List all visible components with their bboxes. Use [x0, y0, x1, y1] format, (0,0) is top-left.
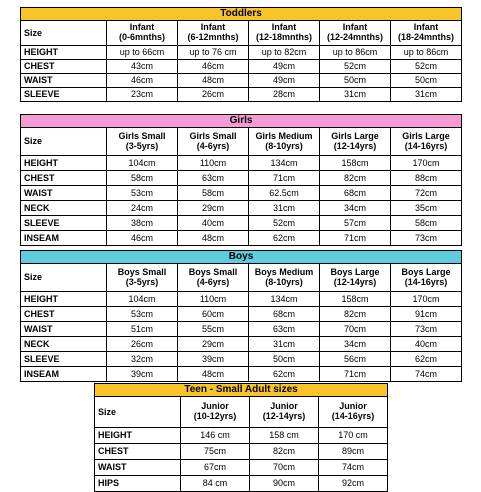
- table-row: [21, 156, 462, 171]
- measurement-value: 90cm: [250, 476, 319, 492]
- measurement-value: 50cm: [391, 74, 462, 88]
- size-column-header: Infant (18-24mnths): [391, 21, 462, 46]
- measurement-label: WAIST: [21, 74, 107, 88]
- measurement-value: up to 86cm: [391, 46, 462, 60]
- measurement-value: 63cm: [178, 171, 249, 186]
- measurement-value: 56cm: [320, 352, 391, 367]
- measurement-value: 70cm: [250, 460, 319, 476]
- measurement-value: 39cm: [107, 367, 178, 382]
- measurement-value: 31cm: [249, 337, 320, 352]
- measurement-value: 84 cm: [181, 476, 250, 492]
- measurement-value: 62cm: [391, 352, 462, 367]
- measurement-value: 88cm: [391, 171, 462, 186]
- size-column-header: Boys Medium (8-10yrs): [249, 264, 320, 292]
- measurement-label: HEIGHT: [21, 156, 107, 171]
- measurement-value: 71cm: [320, 231, 391, 246]
- measurement-value: 49cm: [249, 74, 320, 88]
- measurement-label: INSEAM: [21, 367, 107, 382]
- measurement-label: CHEST: [95, 444, 181, 460]
- measurement-value: 55cm: [178, 322, 249, 337]
- measurement-label: HIPS: [95, 476, 181, 492]
- girls-size-table: [20, 114, 462, 246]
- size-column-header: Girls Small (3-5yrs): [107, 128, 178, 156]
- measurement-value: 89cm: [319, 444, 388, 460]
- measurement-value: 31cm: [320, 88, 391, 102]
- measurement-value: 63cm: [249, 322, 320, 337]
- measurement-value: up to 66cm: [107, 46, 178, 60]
- measurement-label: SLEEVE: [21, 352, 107, 367]
- size-column-header: Girls Small (4-6yrs): [178, 128, 249, 156]
- measurement-value: 52cm: [249, 216, 320, 231]
- table-row: [21, 231, 462, 246]
- table-row: [21, 74, 462, 88]
- table-row: [95, 460, 388, 476]
- table-row: [95, 444, 388, 460]
- measurement-label: WAIST: [21, 186, 107, 201]
- size-column-header: Girls Medium (8-10yrs): [249, 128, 320, 156]
- measurement-value: 31cm: [391, 88, 462, 102]
- measurement-value: 39cm: [178, 352, 249, 367]
- measurement-value: 158cm: [320, 156, 391, 171]
- toddlers-table-title: Toddlers: [21, 8, 462, 21]
- measurement-value: 53cm: [107, 307, 178, 322]
- measurement-value: 62.5cm: [249, 186, 320, 201]
- measurement-value: 134cm: [249, 156, 320, 171]
- measurement-value: up to 76 cm: [178, 46, 249, 60]
- measurement-value: 52cm: [391, 60, 462, 74]
- measurement-value: 35cm: [391, 201, 462, 216]
- measurement-value: 32cm: [107, 352, 178, 367]
- size-column-header: Boys Large (14-16yrs): [391, 264, 462, 292]
- measurement-value: 51cm: [107, 322, 178, 337]
- measurement-label: WAIST: [95, 460, 181, 476]
- measurement-value: 23cm: [107, 88, 178, 102]
- measurement-value: 170cm: [391, 156, 462, 171]
- size-column-header: Infant (0-6mnths): [107, 21, 178, 46]
- size-column-header: Girls Large (14-16yrs): [391, 128, 462, 156]
- measurement-value: 34cm: [320, 201, 391, 216]
- size-column-label: Size: [21, 21, 107, 46]
- table-row: [21, 186, 462, 201]
- measurement-value: 134cm: [249, 292, 320, 307]
- measurement-value: up to 82cm: [249, 46, 320, 60]
- measurement-value: 71cm: [320, 367, 391, 382]
- measurement-value: 26cm: [178, 88, 249, 102]
- measurement-value: 58cm: [391, 216, 462, 231]
- table-row: [21, 201, 462, 216]
- measurement-value: 74cm: [391, 367, 462, 382]
- measurement-value: 60cm: [178, 307, 249, 322]
- measurement-value: 49cm: [249, 60, 320, 74]
- size-column-header: Junior (12-14yrs): [250, 397, 319, 428]
- table-row: [21, 337, 462, 352]
- measurement-value: 104cm: [107, 156, 178, 171]
- measurement-value: 67cm: [181, 460, 250, 476]
- measurement-label: NECK: [21, 201, 107, 216]
- measurement-value: 50cm: [249, 352, 320, 367]
- measurement-value: 58cm: [178, 186, 249, 201]
- measurement-value: 146 cm: [181, 428, 250, 444]
- measurement-value: 46cm: [107, 74, 178, 88]
- table-row: [21, 307, 462, 322]
- measurement-value: 70cm: [320, 322, 391, 337]
- measurement-value: 58cm: [107, 171, 178, 186]
- size-column-header: Infant (12-18mnths): [249, 21, 320, 46]
- measurement-value: 74cm: [319, 460, 388, 476]
- measurement-value: 24cm: [107, 201, 178, 216]
- measurement-value: 38cm: [107, 216, 178, 231]
- measurement-label: HEIGHT: [95, 428, 181, 444]
- measurement-value: 46cm: [107, 231, 178, 246]
- measurement-value: 40cm: [391, 337, 462, 352]
- measurement-value: 28cm: [249, 88, 320, 102]
- measurement-label: HEIGHT: [21, 46, 107, 60]
- measurement-value: 75cm: [181, 444, 250, 460]
- measurement-value: 62cm: [249, 231, 320, 246]
- measurement-value: 43cm: [107, 60, 178, 74]
- teen-table-title: Teen - Small Adult sizes: [95, 384, 388, 397]
- measurement-value: 48cm: [178, 367, 249, 382]
- size-column-header: Boys Small (4-6yrs): [178, 264, 249, 292]
- measurement-label: CHEST: [21, 307, 107, 322]
- measurement-value: 68cm: [320, 186, 391, 201]
- measurement-value: 91cm: [391, 307, 462, 322]
- measurement-label: CHEST: [21, 60, 107, 74]
- measurement-value: up to 86cm: [320, 46, 391, 60]
- measurement-label: CHEST: [21, 171, 107, 186]
- measurement-value: 52cm: [320, 60, 391, 74]
- size-column-header: Boys Large (12-14yrs): [320, 264, 391, 292]
- measurement-value: 31cm: [249, 201, 320, 216]
- measurement-value: 29cm: [178, 201, 249, 216]
- girls-table-title: Girls: [21, 115, 462, 128]
- measurement-value: 40cm: [178, 216, 249, 231]
- measurement-label: SLEEVE: [21, 88, 107, 102]
- measurement-value: 170cm: [391, 292, 462, 307]
- measurement-label: SLEEVE: [21, 216, 107, 231]
- measurement-value: 71cm: [249, 171, 320, 186]
- measurement-value: 46cm: [178, 60, 249, 74]
- measurement-value: 73cm: [391, 231, 462, 246]
- table-row: [21, 322, 462, 337]
- table-row: [21, 216, 462, 231]
- size-column-label: Size: [21, 264, 107, 292]
- measurement-value: 170 cm: [319, 428, 388, 444]
- size-column-header: Girls Large (12-14yrs): [320, 128, 391, 156]
- size-column-header: Infant (6-12mnths): [178, 21, 249, 46]
- size-column-header: Junior (14-16yrs): [319, 397, 388, 428]
- measurement-value: 68cm: [249, 307, 320, 322]
- measurement-value: 158cm: [320, 292, 391, 307]
- measurement-value: 82cm: [250, 444, 319, 460]
- boys-table-title: Boys: [21, 251, 462, 264]
- toddlers-size-table: [20, 7, 462, 102]
- measurement-label: HEIGHT: [21, 292, 107, 307]
- size-column-label: Size: [95, 397, 181, 428]
- size-column-header: Infant (12-24mnths): [320, 21, 391, 46]
- measurement-value: 104cm: [107, 292, 178, 307]
- measurement-value: 62cm: [249, 367, 320, 382]
- measurement-value: 53cm: [107, 186, 178, 201]
- measurement-value: 26cm: [107, 337, 178, 352]
- table-row: [21, 60, 462, 74]
- measurement-value: 110cm: [178, 156, 249, 171]
- measurement-value: 34cm: [320, 337, 391, 352]
- table-row: [21, 46, 462, 60]
- boys-size-table: [20, 250, 462, 382]
- table-row: [21, 367, 462, 382]
- size-column-header: Junior (10-12yrs): [181, 397, 250, 428]
- measurement-value: 48cm: [178, 74, 249, 88]
- teen-size-table: [94, 383, 388, 492]
- measurement-value: 29cm: [178, 337, 249, 352]
- table-row: [21, 88, 462, 102]
- size-column-header: Boys Small (3-5yrs): [107, 264, 178, 292]
- table-row: [95, 476, 388, 492]
- table-row: [95, 428, 388, 444]
- measurement-value: 82cm: [320, 307, 391, 322]
- measurement-value: 82cm: [320, 171, 391, 186]
- measurement-value: 50cm: [320, 74, 391, 88]
- measurement-label: NECK: [21, 337, 107, 352]
- measurement-value: 48cm: [178, 231, 249, 246]
- measurement-label: INSEAM: [21, 231, 107, 246]
- measurement-value: 158 cm: [250, 428, 319, 444]
- measurement-label: WAIST: [21, 322, 107, 337]
- table-row: [21, 352, 462, 367]
- measurement-value: 57cm: [320, 216, 391, 231]
- measurement-value: 73cm: [391, 322, 462, 337]
- measurement-value: 72cm: [391, 186, 462, 201]
- measurement-value: 110cm: [178, 292, 249, 307]
- size-column-label: Size: [21, 128, 107, 156]
- table-row: [21, 292, 462, 307]
- measurement-value: 92cm: [319, 476, 388, 492]
- table-row: [21, 171, 462, 186]
